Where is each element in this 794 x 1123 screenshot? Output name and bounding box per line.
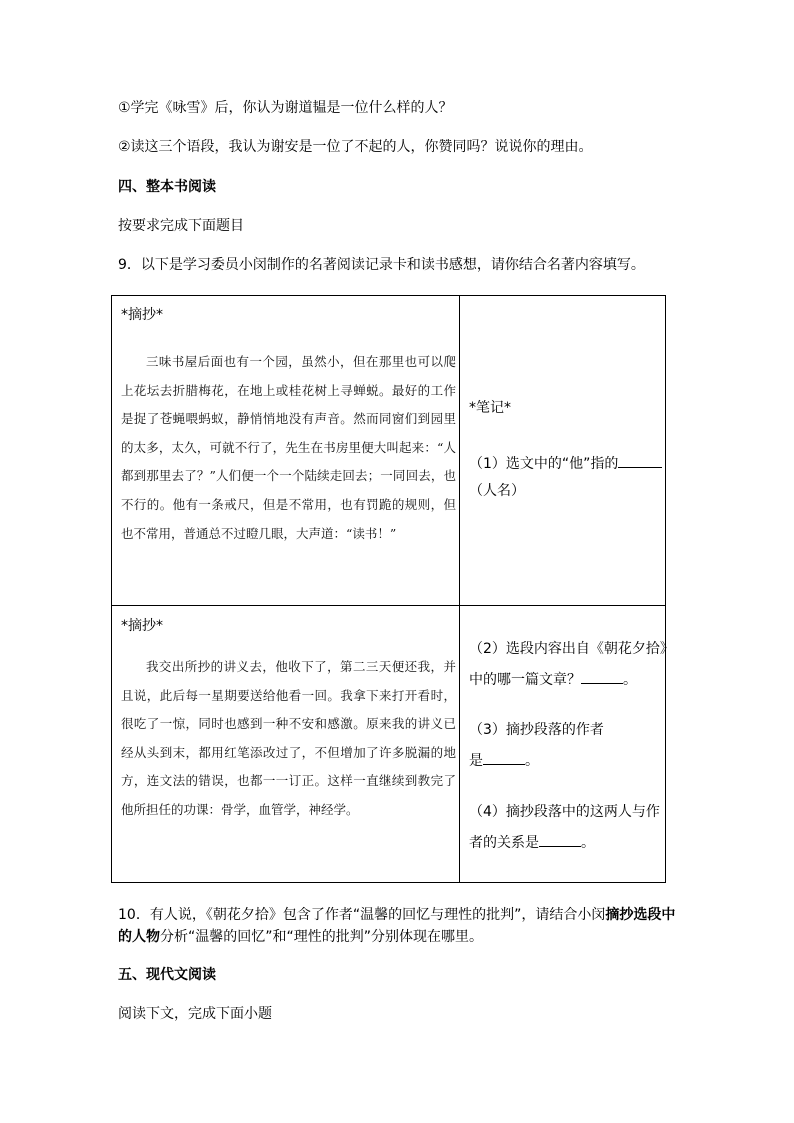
note-question-2: （2）选段内容出自《朝花夕拾》 bbox=[469, 641, 674, 657]
table-column-divider bbox=[459, 296, 460, 882]
section-5-heading: 五、现代文阅读 bbox=[118, 967, 216, 983]
question-2: ②读这三个语段，我认为谢安是一位了不起的人，你赞同吗？说说你的理由。 bbox=[118, 139, 593, 155]
answer-blank-4[interactable] bbox=[539, 831, 581, 847]
note-question-4: （4）摘抄段落中的这两人与作 bbox=[469, 804, 660, 820]
section-5-instruction: 阅读下文，完成下面小题 bbox=[118, 1006, 272, 1022]
question-1: ①学完《咏雪》后，你认为谢道韫是一位什么样的人？ bbox=[118, 100, 453, 116]
excerpt-label-2: *摘抄* bbox=[121, 618, 163, 634]
note-label: *笔记* bbox=[469, 400, 511, 416]
section-4-instruction: 按要求完成下面题目 bbox=[118, 218, 244, 234]
excerpt-label-1: *摘抄* bbox=[121, 307, 163, 323]
table-row-divider bbox=[112, 605, 665, 606]
question-10-line-2: 的人物分析“温馨的回忆”和“理性的批判”分别体现在哪里。 bbox=[118, 929, 484, 945]
reading-record-card bbox=[111, 295, 674, 883]
excerpt-text-2: 我交出所抄的讲义去，他收下了，第二三天便还我，并且说，此后每一星期要送给他看一回。我拿下来打开看时，很吃了一惊，同时也感到一种不安和感激。原来我的讲义已经从头到末，都用红笔添改过了，不但增加了许多脱漏的地方，连文法的错误，也都一一订正。这样一直继续到教完了他所担任的功课：骨学，血管学，神经学。 bbox=[121, 659, 456, 817]
note-question-1-unit: （人名） bbox=[469, 483, 525, 499]
note-question-3-cont: 是 。 bbox=[469, 749, 539, 771]
answer-blank-2[interactable] bbox=[581, 668, 623, 684]
answer-blank-1[interactable] bbox=[618, 452, 662, 468]
question-10-line-1: 10．有人说，《朝花夕拾》包含了作者“温馨的回忆与理性的批判”，请结合小闵摘抄选段中 bbox=[118, 907, 676, 923]
note-question-1: （1）选文中的“他”指的 bbox=[469, 452, 662, 474]
note-question-4-cont: 者的关系是 。 bbox=[469, 831, 595, 853]
question-9: 9．以下是学习委员小闵制作的名著阅读记录卡和读书感想，请你结合名著内容填写。 bbox=[118, 257, 645, 273]
note-question-3: （3）摘抄段落的作者 bbox=[469, 722, 604, 738]
note-question-2-cont: 中的哪一篇文章？ 。 bbox=[469, 668, 637, 690]
answer-blank-3[interactable] bbox=[483, 749, 525, 765]
excerpt-text-1: 三味书屋后面也有一个园，虽然小，但在那里也可以爬上花坛去折腊梅花，在地上或桂花树上寻蝉蜕。最好的工作是捉了苍蝇喂蚂蚁，静悄悄地没有声音。然而同窗们到园里的太多，太久，可就不行了，先生在书房里便大叫起来：“人都到那里去了？”人们便一个一个陆续走回去；一同回去，也不行的。他有一条戒尺，但是不常用，也有罚跪的规则，但也不常用，普通总不过瞪几眼，大声道：“读书！” bbox=[121, 354, 456, 541]
section-4-heading: 四、整本书阅读 bbox=[118, 179, 216, 195]
